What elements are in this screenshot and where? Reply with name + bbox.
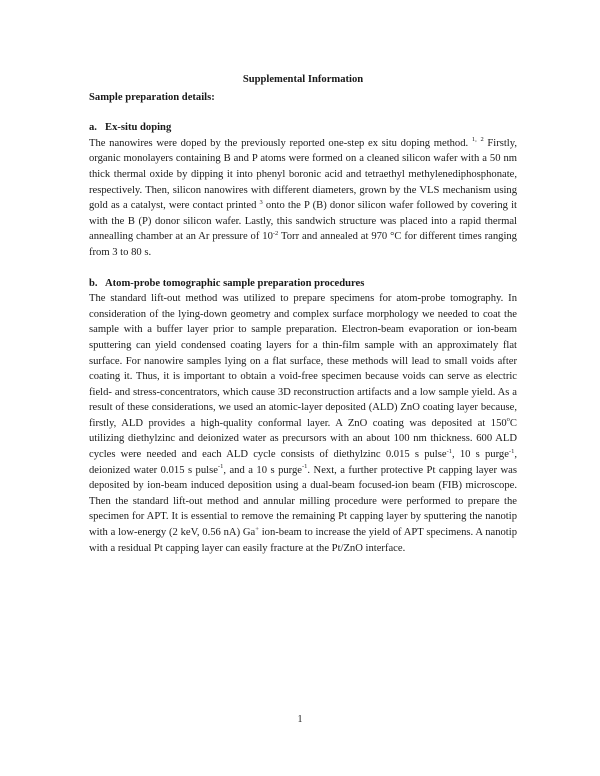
section-b-text-3: , 10 s purge [451, 449, 509, 461]
unit-exponent-2: -1 [508, 447, 515, 455]
section-a-letter: a. [89, 122, 97, 134]
reference-1: 1, [471, 136, 477, 144]
section-b-text-4: , deionized water 0.015 s pulse [89, 449, 517, 476]
unit-exponent-4: -1 [302, 463, 308, 471]
degree-mark: o [506, 416, 510, 424]
section-b-text-5: , and a 10 s purge [223, 464, 302, 476]
document-subtitle: Sample preparation details: [89, 91, 215, 103]
section-b-text-1: The standard lift-out method was utilized to prepare specimens for atom-probe tomography. In consideration of the lying-down geometry and complex surface morphology we needed to coat the sample with a buffer layer prior to sample preparation. Electron-beam evaporation or ion-beam sputtering can yield condensed coating layers for a thin-film sample with an approximately flat surface. For nanowire samples lying on a flat surface, these methods will lead to small voids after coating it. Thus, it is important to obtain a void-free specimen because voids can serve as electric field- and stress-concentrators, which cause 3D reconstruction artifacts and a low sample yield. As a result of these considerations, we used an atomic-layer deposited (ALD) ZnO coating layer because, firstly, ALD provides a high-quality conformal layer. A ZnO coating was deposited at 150 [89, 293, 517, 429]
unit-exponent-1: -1 [446, 447, 452, 455]
section-a-title: Ex-situ doping [105, 122, 172, 134]
section-a-text-1: The nanowires were doped by the previously reported one-step ex situ doping method. [89, 137, 469, 149]
document-title: Supplemental Information [242, 74, 364, 85]
page-number: 1 [297, 714, 303, 725]
section-a-text-2: Firstly, organic monolayers containing B and P atoms were formed on a cleaned silicon wafer with a 50 nm thick thermal oxide by dipping it into phenyl boronic acid and tetraethyl methylenediphosphonate, respectively. Then, silicon nanowires with different diameters, grown by the VLS mechanism using gold as a catalyst, were contact printed [89, 137, 518, 212]
pressure-exponent: -2 [272, 229, 279, 237]
reference-2: 2 [480, 136, 484, 144]
section-a-heading [89, 120, 517, 136]
section-b-heading [89, 276, 517, 292]
section-b-text-2: C utilizing diethylzinc and deionized water as precursors with an about 100 nm thickness. 600 ALD cycles were needed and each ALD cycle consists of diethylzinc 0.015 s pulse [89, 417, 517, 461]
reference-3: 3 [259, 198, 263, 206]
unit-exponent-3: -1 [217, 463, 224, 471]
section-b-letter: b. [89, 277, 98, 289]
section-b-title: Atom-probe tomographic sample preparation procedures [105, 277, 365, 289]
section-a-text-3: onto the P (B) donor silicon wafer followed by covering it with the B (P) donor silicon wafer. Lastly, this sandwich structure was placed into a rapid thermal annealling chamber at an Ar pressure of 10 [89, 200, 517, 243]
section-b-text-7: ion-beam to increase the yield of APT specimens. A nanotip with a residual Pt capping layer can easily fracture at the Pt/ZnO interface. [89, 527, 517, 554]
ion-charge: + [255, 525, 259, 533]
section-a-paragraph [89, 136, 517, 261]
section-b-text-6: . Next, a further protective Pt capping layer was deposited by ion-beam induced deposition using a dual-beam focused-ion beam (FIB) microscope. Then the standard lift-out method and annular milling procedure were performed to prepare the specimen for APT. It is essential to remove the remaining Pt capping layer by sputtering the nanotip with a low-energy (2 keV, 0.56 nA) Ga [89, 464, 517, 539]
section-b-paragraph [89, 291, 517, 556]
section-a-text-4: Torr and annealed at 970 °C for different times ranging from 3 to 80 s. [89, 231, 517, 258]
document-page [89, 72, 517, 556]
